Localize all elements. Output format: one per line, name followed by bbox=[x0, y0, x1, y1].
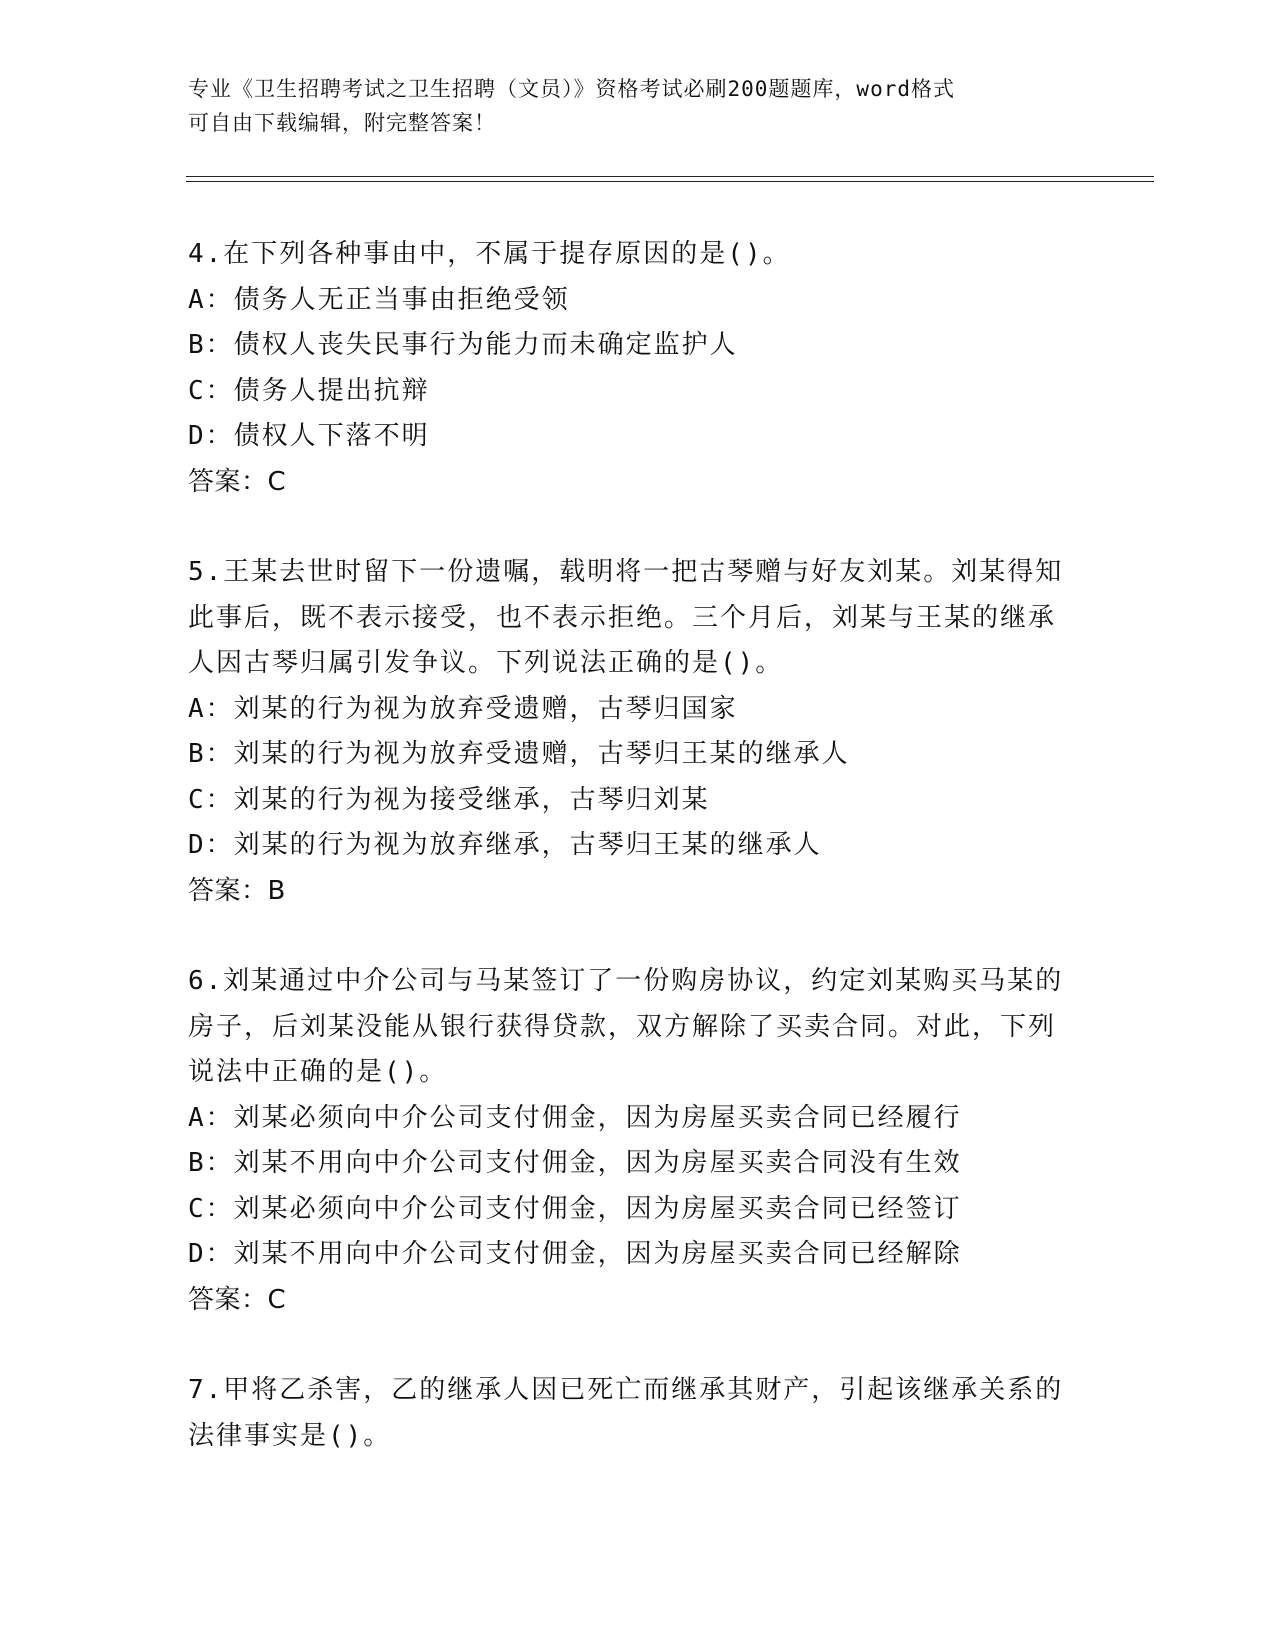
answer: 答案：B bbox=[188, 875, 286, 906]
option-c: C：刘某的行为视为接受继承，古琴归刘某 bbox=[188, 784, 710, 815]
question-list bbox=[188, 232, 1068, 1504]
option-d: D：刘某不用向中介公司支付佣金，因为房屋买卖合同已经解除 bbox=[188, 1239, 962, 1269]
option-b: B：债权人丧失民事行为能力而未确定监护人 bbox=[188, 330, 738, 360]
question-7 bbox=[188, 1368, 1068, 1459]
question-5 bbox=[188, 550, 1068, 914]
option-b: B：刘某不用向中介公司支付佣金，因为房屋买卖合同没有生效 bbox=[188, 1148, 962, 1178]
option-c: C：债务人提出抗辩 bbox=[188, 375, 430, 406]
question-stem: 7.甲将乙杀害，乙的继承人因已死亡而继承其财产，引起该继承关系的法律事实是()。 bbox=[188, 1375, 1064, 1451]
answer: 答案：C bbox=[188, 1284, 287, 1315]
header-rule-top bbox=[186, 176, 1154, 177]
header-rule-bottom bbox=[186, 181, 1154, 182]
option-a: A：债务人无正当事由拒绝受领 bbox=[188, 284, 570, 315]
header-line-2: 可自由下载编辑，附完整答案！ bbox=[188, 111, 496, 135]
option-c: C：刘某必须向中介公司支付佣金，因为房屋买卖合同已经签订 bbox=[188, 1193, 962, 1224]
option-a: A：刘某的行为视为放弃受遗赠，古琴归国家 bbox=[188, 693, 738, 724]
question-stem: 5.王某去世时留下一份遗嘱，载明将一把古琴赠与好友刘某。刘某得知此事后，既不表示接受，也不表示拒绝。三个月后，刘某与王某的继承人因古琴归属引发争议。下列说法正确的是()。 bbox=[188, 557, 1064, 678]
answer: 答案：C bbox=[188, 466, 287, 497]
question-6 bbox=[188, 959, 1068, 1323]
question-stem: 4.在下列各种事由中，不属于提存原因的是()。 bbox=[188, 239, 791, 269]
option-d: D：刘某的行为视为放弃继承，古琴归王某的继承人 bbox=[188, 830, 822, 860]
question-stem: 6.刘某通过中介公司与马某签订了一份购房协议，约定刘某购买马某的房子，后刘某没能从银行获得贷款，双方解除了买卖合同。对此，下列说法中正确的是()。 bbox=[188, 966, 1064, 1087]
option-b: B：刘某的行为视为放弃受遗赠，古琴归王某的继承人 bbox=[188, 739, 850, 769]
header-line-1: 专业《卫生招聘考试之卫生招聘（文员）》资格考试必刷200题题库，word格式 bbox=[188, 77, 955, 101]
question-4 bbox=[188, 232, 1068, 505]
option-a: A：刘某必须向中介公司支付佣金，因为房屋买卖合同已经履行 bbox=[188, 1102, 962, 1133]
option-d: D：债权人下落不明 bbox=[188, 421, 430, 451]
document-header bbox=[188, 72, 1068, 140]
